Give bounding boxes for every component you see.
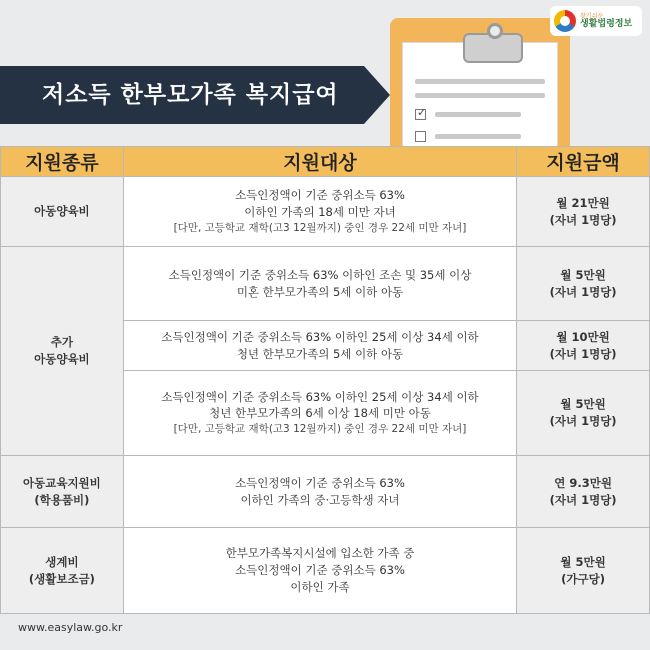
logo-text	[580, 14, 632, 29]
clipboard-clip	[463, 33, 523, 63]
type-label: 아동교육지원비	[23, 475, 101, 490]
amount-unit: (가구당)	[561, 571, 605, 586]
target-line: 이하인 가족의 18세 미만 자녀	[244, 204, 396, 219]
amount-unit: (자녀 1명당)	[549, 414, 617, 428]
paper-line	[435, 134, 521, 139]
target-line: 소득인정액이 기준 중위소득 63%	[235, 188, 405, 203]
amount-value: 연 9.3만원	[554, 475, 612, 490]
page-title: 저소득 한부모가족 복지급여	[42, 82, 339, 108]
clip-ring	[487, 23, 503, 39]
target-line: 소득인정액이 기준 중위소득 63% 이하인 25세 이상 34세 이하	[161, 329, 479, 344]
logo-mark-icon	[554, 10, 576, 32]
amount-value: 월 21만원	[556, 195, 610, 210]
header-support-amount: 지원금액	[517, 147, 650, 177]
unchecked-box-icon	[415, 131, 426, 142]
target-cell	[123, 247, 516, 321]
table-row	[1, 528, 650, 614]
target-note: [다만, 고등학교 재학(고3 12월까지) 중인 경우 22세 미만 자녀]	[173, 221, 467, 234]
amount-value: 월 10만원	[556, 329, 610, 344]
amount-cell	[517, 247, 650, 321]
paper-line	[415, 79, 545, 84]
type-label: (학용품비)	[34, 492, 90, 507]
amount-unit: (자녀 1명당)	[549, 284, 617, 299]
target-line: 청년 한부모가족의 6세 이상 18세 미만 아동	[209, 406, 431, 421]
target-cell	[123, 371, 516, 456]
target-cell	[123, 177, 516, 247]
amount-cell	[517, 528, 650, 614]
type-label: 아동양육비	[34, 352, 90, 366]
target-note: [다만, 고등학교 재학(고3 12월까지) 중인 경우 22세 미만 자녀]	[173, 423, 467, 436]
welfare-benefit-table	[0, 146, 650, 614]
table-row	[1, 177, 650, 247]
amount-value: 월 5만원	[560, 554, 606, 569]
title-banner-arrow	[364, 66, 390, 124]
target-cell	[123, 528, 516, 614]
logo-small-text: 찾기쉬운	[580, 12, 604, 20]
amount-cell	[517, 371, 650, 456]
target-line: 이하인 가족의 중·고등학생 자녀	[240, 492, 400, 507]
amount-cell	[517, 177, 650, 247]
amount-cell	[517, 456, 650, 528]
target-cell	[123, 321, 516, 371]
header-support-type: 지원종류	[1, 147, 124, 177]
easylaw-logo	[550, 6, 642, 36]
amount-unit: (자녀 1명당)	[549, 212, 617, 227]
amount-unit: (자녀 1명당)	[549, 492, 617, 507]
target-line: 소득인정액이 기준 중위소득 63%	[235, 475, 405, 490]
target-line: 이하인 가족	[290, 579, 350, 594]
amount-value: 월 5만원	[560, 397, 606, 412]
type-label: 아동양육비	[34, 204, 90, 219]
target-cell	[123, 456, 516, 528]
target-line: 소득인정액이 기준 중위소득 63%	[235, 563, 405, 578]
checked-box-icon: ✓	[417, 106, 427, 119]
amount-value: 월 5만원	[560, 267, 606, 282]
type-label: 생계비	[45, 554, 79, 569]
logo-big-text: 생활법령정보	[580, 18, 633, 29]
amount-cell	[517, 321, 650, 371]
type-label: 추가	[50, 335, 74, 350]
paper-line	[435, 112, 521, 117]
target-line: 소득인정액이 기준 중위소득 63% 이하인 25세 이상 34세 이하	[161, 389, 479, 404]
target-line: 소득인정액이 기준 중위소득 63% 이하인 조손 및 35세 이상	[168, 267, 472, 282]
amount-unit: (자녀 1명당)	[549, 346, 617, 361]
footer-url: www.easylaw.go.kr	[18, 621, 123, 634]
type-label: (생활보조금)	[28, 571, 95, 586]
type-cell	[1, 247, 124, 456]
target-line: 미혼 한부모가족의 5세 이하 아동	[236, 284, 404, 299]
type-cell	[1, 177, 124, 247]
table-header-row	[1, 147, 650, 177]
header-support-target: 지원대상	[123, 147, 516, 177]
target-line: 청년 한부모가족의 5세 이하 아동	[236, 346, 404, 361]
paper-line	[415, 93, 545, 98]
table-row	[1, 456, 650, 528]
table-row	[1, 247, 650, 321]
target-line: 한부모가족복지시설에 입소한 가족 중	[225, 546, 415, 561]
type-cell	[1, 456, 124, 528]
type-cell	[1, 528, 124, 614]
